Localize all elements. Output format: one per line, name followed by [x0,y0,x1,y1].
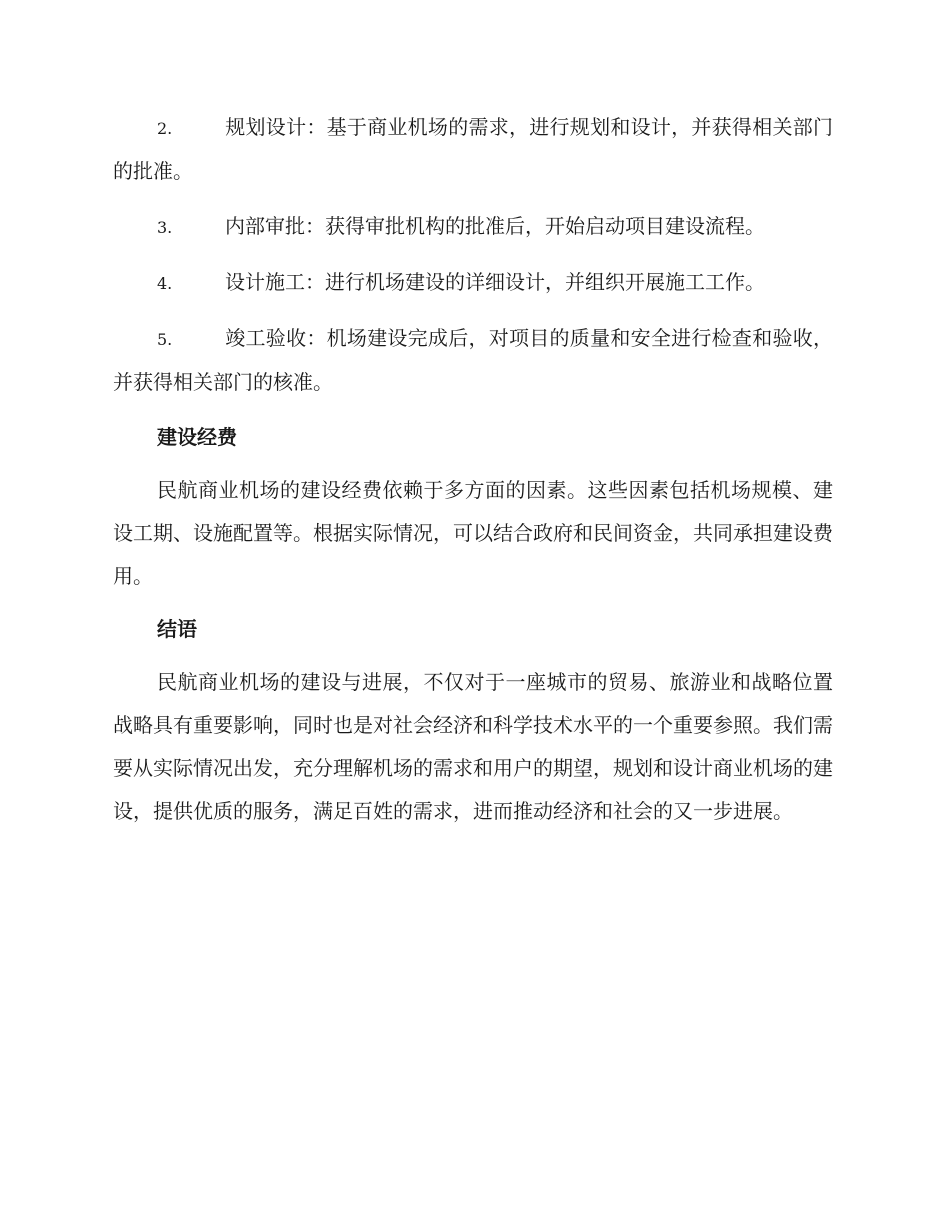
section-paragraph-funding: 民航商业机场的建设经费依赖于多方面的因素。这些因素包括机场规模、建设工期、设施配置等。根据实际情况，可以结合政府和民间资金，共同承担建设费用。 [113,478,833,588]
list-number: 5. [157,330,173,349]
list-text: 设计施工：进行机场建设的详细设计，并组织开展施工工作。 [225,270,765,294]
list-text: 竣工验收：机场建设完成后，对项目的质量和安全进行检查和验收，并获得相关部门的核准。 [113,326,833,394]
list-number: 4. [157,274,173,293]
list-number: 2. [157,119,173,138]
list-item [113,317,833,404]
list-item [113,261,833,305]
section-paragraph-conclusion: 民航商业机场的建设与进展，不仅对于一座城市的贸易、旅游业和战略位置战略具有重要影响，同时也是对社会经济和科学技术水平的一个重要参照。我们需要从实际情况出发，充分理解机场的需求和用户的期望，规划和设计商业机场的建设，提供优质的服务，满足百姓的需求，进而推动经济和社会的又一步进展。 [113,670,833,823]
list-text: 内部审批：获得审批机构的批准后，开始启动项目建设流程。 [225,214,765,238]
list-text: 规划设计：基于商业机场的需求，进行规划和设计，并获得相关部门的批准。 [113,115,833,183]
section-heading-funding: 建设经费 [157,425,237,449]
list-number: 3. [157,218,173,237]
document-page [113,106,833,843]
section-heading-conclusion: 结语 [157,617,197,641]
list-item [113,205,833,249]
list-item [113,106,833,193]
